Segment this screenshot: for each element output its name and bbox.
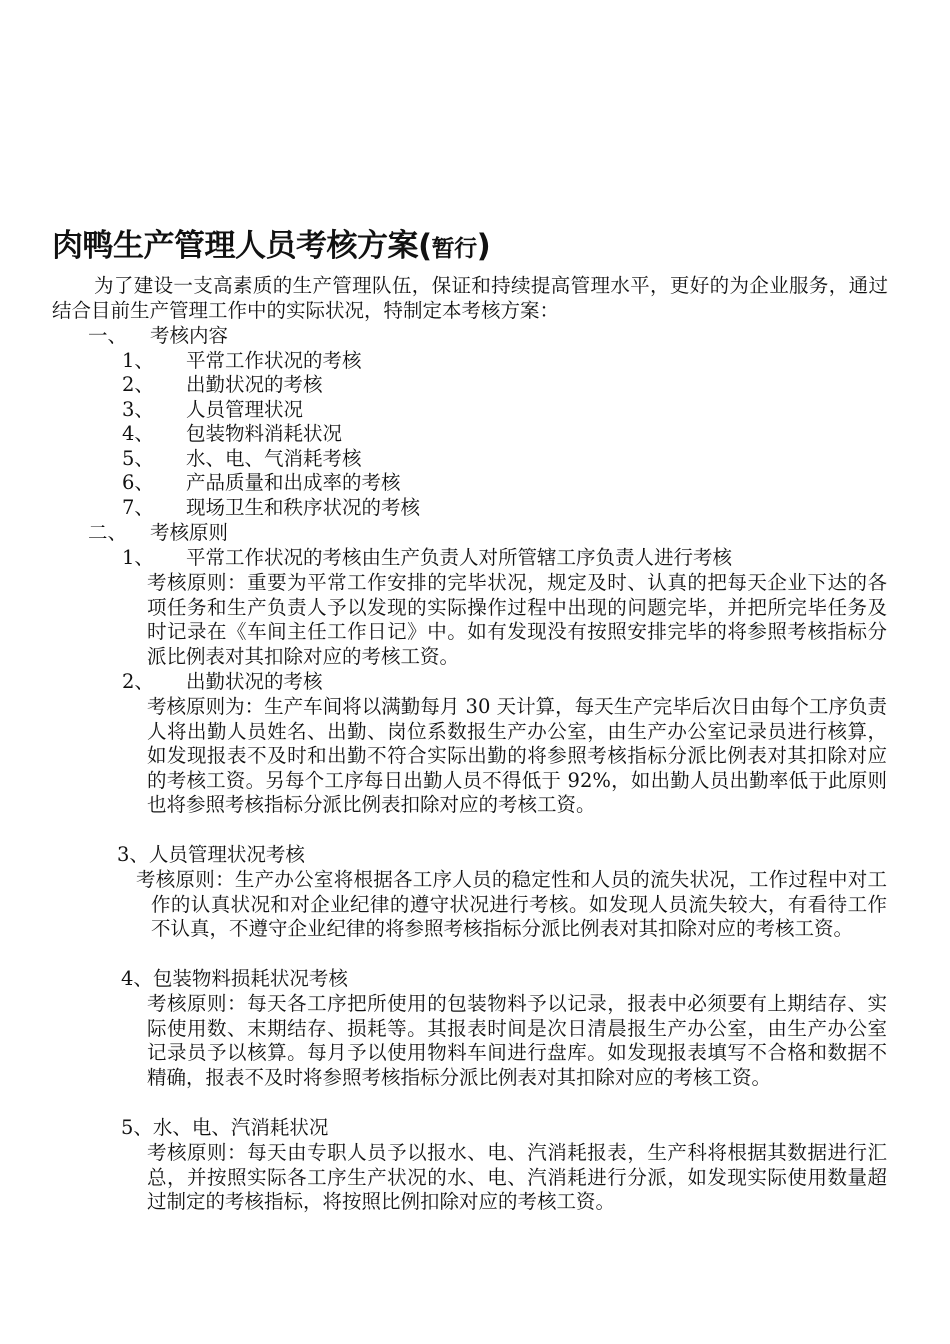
principle-4-heading: 4、包装物料损耗状况考核 [121,967,348,990]
section1-number: 一、 [88,324,128,347]
principle-1-body: 考核原则：重要为平常工作安排的完毕状况，规定及时、认真的把每天企业下达的各项任务和生产负责人予以发现的实际操作过程中出现的问题完毕，并把所完毕任务及时记录在《车间主任工作日记》中。如有发现没有按照安排完毕的将参照考核指标分派比例表对其扣除对应的考核工资。 [147,571,887,668]
principle-2-body: 考核原则为：生产车间将以满勤每月 30 天计算，每天生产完毕后次日由每个工序负责人将出勤人员姓名、出勤、岗位系数报生产办公室，由生产办公室记录员进行核算，如发现报表不及时和出勤不符合实际出勤的将参照考核指标分派比例表对其扣除对应的考核工资。另每个工序每日出勤人员不得低于 92%，如出勤人员出勤率低于此原则也将参照考核指标分派比例表扣除对应的考核工资。 [147,695,887,816]
title-suffix: 暂行 [431,236,477,262]
list-item: 5、 水、电、气消耗考核 [122,446,362,470]
list-item: 2、 出勤状况的考核 [122,373,323,396]
list-item: 1、 平常工作状况的考核 [122,348,362,372]
principle-3-body: 考核原则：生产办公室将根据各工序人员的稳定性和人员的流失状况，工作过程中对工作的认真状况和对企业纪律的遵守状况进行考核。如发现人员流失较大，有看待工作不认真，不遵守企业纪律的将参照考核指标分派比例表对其扣除对应的考核工资。 [136,868,887,940]
list-item: 7、 现场卫生和秩序状况的考核 [122,495,421,519]
title-main: 肉鸭生产管理人员考核方案 [52,228,418,264]
principle-5-heading: 5、水、电、汽消耗状况 [121,1116,329,1139]
principle-5-body: 考核原则：每天由专职人员予以报水、电、汽消耗报表，生产科将根据其数据进行汇总，并按照实际各工序生产状况的水、电、汽消耗进行分派，如发现实际使用数量超过制定的考核指标，将按照比例扣除对应的考核工资。 [147,1141,887,1213]
list-item: 3、 人员管理状况 [122,397,304,421]
section1-heading [88,324,228,349]
title-paren-open: ( [418,228,432,264]
section1-title: 考核内容 [150,324,229,347]
intro-paragraph: 为了建设一支高素质的生产管理队伍，保证和持续提高管理水平，更好的为企业服务，通过结合目前生产管理工作中的实际状况，特制定本考核方案： [52,274,888,322]
title-paren-close: ) [476,228,491,264]
principle-4-body: 考核原则：每天各工序把所使用的包装物料予以记录，报表中必须要有上期结存、实际使用数、末期结存、损耗等。其报表时间是次日清晨报生产办公室，由生产办公室记录员予以核算。每月予以使用物料车间进行盘库。如发现报表填写不合格和数据不精确，报表不及时将参照考核指标分派比例表对其扣除对应的考核工资。 [147,992,887,1089]
section2-number: 二、 [88,521,128,544]
section2-title: 考核原则 [150,521,229,544]
principle-2-heading: 2、 出勤状况的考核 [122,670,323,693]
section2-heading [88,521,228,546]
principle-3-heading: 3、人员管理状况考核 [117,843,305,866]
list-item: 4、 包装物料消耗状况 [122,422,343,445]
document-title [52,226,490,269]
list-item: 6、 产品质量和出成率的考核 [122,471,401,494]
principle-1-heading: 1、 平常工作状况的考核由生产负责人对所管辖工序负责人进行考核 [122,546,733,569]
